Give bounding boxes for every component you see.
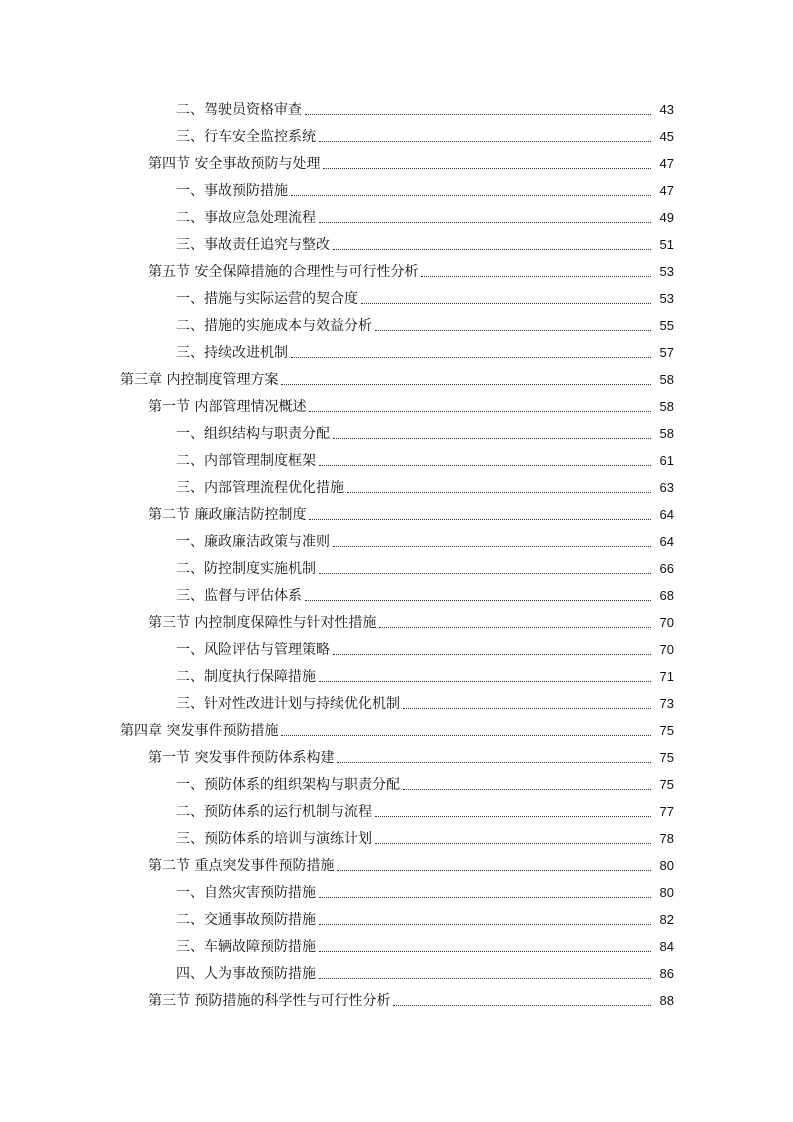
dot-leader [305,586,651,601]
dot-leader [281,721,651,736]
dot-leader [319,127,651,142]
toc-entry-label: 第四节 安全事故预防与处理 [148,155,321,172]
toc-entry-page-number: 43 [659,101,674,117]
dot-leader [375,316,651,331]
dot-leader [393,991,651,1006]
dot-leader [309,397,651,412]
toc-entry[interactable] [0,717,793,744]
toc-entry[interactable] [0,420,793,447]
toc-entry[interactable] [0,771,793,798]
toc-entry-page-number: 58 [659,398,674,414]
toc-entry-page-number: 61 [659,452,674,468]
toc-entry-label: 三、行车安全监控系统 [176,128,316,145]
dot-leader [291,343,651,358]
toc-entry-label: 第二节 廉政廉洁防控制度 [148,506,307,523]
toc-entry[interactable] [0,231,793,258]
toc-entry-label: 二、制度执行保障措施 [176,668,316,685]
toc-entry-page-number: 57 [659,344,674,360]
toc-entry[interactable] [0,150,793,177]
dot-leader [319,451,651,466]
toc-entry-label: 二、交通事故预防措施 [176,911,316,928]
toc-entry[interactable] [0,474,793,501]
toc-entry-label: 一、组织结构与职责分配 [176,425,330,442]
dot-leader [319,964,651,979]
toc-entry[interactable] [0,879,793,906]
toc-entry-page-number: 88 [659,992,674,1008]
toc-entry[interactable] [0,609,793,636]
dot-leader [403,775,651,790]
toc-entry-label: 第四章 突发事件预防措施 [120,722,279,739]
dot-leader [375,829,651,844]
toc-entry-label: 第三章 内控制度管理方案 [120,371,279,388]
dot-leader [281,370,651,385]
toc-entry-page-number: 58 [659,371,674,387]
dot-leader [361,289,651,304]
dot-leader [291,181,651,196]
toc-entry[interactable] [0,960,793,987]
dot-leader [305,100,651,115]
toc-entry-label: 第五节 安全保障措施的合理性与可行性分析 [148,263,419,280]
dot-leader [319,559,651,574]
toc-entry[interactable] [0,933,793,960]
toc-entry-label: 第二节 重点突发事件预防措施 [148,857,335,874]
toc-entry-page-number: 77 [659,803,674,819]
toc-entry-page-number: 47 [659,182,674,198]
toc-entry-page-number: 78 [659,830,674,846]
toc-entry-label: 二、事故应急处理流程 [176,209,316,226]
toc-entry[interactable] [0,339,793,366]
toc-entry-page-number: 71 [659,668,674,684]
toc-entry[interactable] [0,636,793,663]
dot-leader [319,667,651,682]
toc-entry[interactable] [0,366,793,393]
toc-entry[interactable] [0,906,793,933]
toc-entry-label: 二、内部管理制度框架 [176,452,316,469]
toc-entry[interactable] [0,312,793,339]
toc-entry-label: 二、预防体系的运行机制与流程 [176,803,372,820]
dot-leader [421,262,651,277]
dot-leader [375,802,651,817]
toc-entry[interactable] [0,987,793,1014]
toc-entry-page-number: 45 [659,128,674,144]
toc-entry-label: 三、监督与评估体系 [176,587,302,604]
toc-entry-label: 一、自然灾害预防措施 [176,884,316,901]
toc-entry-page-number: 80 [659,857,674,873]
toc-entry-label: 三、针对性改进计划与持续优化机制 [176,695,400,712]
toc-entry-page-number: 84 [659,938,674,954]
dot-leader [319,937,651,952]
toc-entry[interactable] [0,447,793,474]
toc-entry-page-number: 70 [659,641,674,657]
toc-entry-label: 二、驾驶员资格审查 [176,101,302,118]
toc-entry-page-number: 80 [659,884,674,900]
toc-entry[interactable] [0,852,793,879]
dot-leader [333,424,651,439]
toc-entry[interactable] [0,690,793,717]
toc-entry-label: 三、事故责任追究与整改 [176,236,330,253]
toc-entry-page-number: 82 [659,911,674,927]
dot-leader [333,532,651,547]
dot-leader [323,154,651,169]
toc-entry-label: 第三节 预防措施的科学性与可行性分析 [148,992,391,1009]
toc-entry[interactable] [0,285,793,312]
toc-entry-page-number: 75 [659,776,674,792]
dot-leader [347,478,651,493]
toc-entry[interactable] [0,798,793,825]
dot-leader [333,640,651,655]
toc-entry-label: 一、措施与实际运营的契合度 [176,290,358,307]
dot-leader [333,235,651,250]
toc-entry-page-number: 49 [659,209,674,225]
toc-entry-label: 一、事故预防措施 [176,182,288,199]
toc-entry-label: 三、车辆故障预防措施 [176,938,316,955]
toc-entry-label: 第一节 内部管理情况概述 [148,398,307,415]
toc-entry[interactable] [0,582,793,609]
toc-entry-page-number: 64 [659,506,674,522]
toc-entry[interactable] [0,825,793,852]
toc-entry-label: 第一节 突发事件预防体系构建 [148,749,335,766]
dot-leader [337,856,651,871]
toc-entry-label: 三、内部管理流程优化措施 [176,479,344,496]
toc-entry-page-number: 47 [659,155,674,171]
dot-leader [319,883,651,898]
toc-entry[interactable] [0,204,793,231]
toc-entry[interactable] [0,258,793,285]
toc-entry[interactable] [0,123,793,150]
toc-entry-label: 二、措施的实施成本与效益分析 [176,317,372,334]
toc-entry-label: 二、防控制度实施机制 [176,560,316,577]
toc-entry[interactable] [0,528,793,555]
dot-leader [319,910,651,925]
dot-leader [403,694,651,709]
toc-entry[interactable] [0,555,793,582]
toc-entry-page-number: 75 [659,749,674,765]
toc-entry[interactable] [0,96,793,123]
toc-entry-page-number: 53 [659,290,674,306]
toc-entry-page-number: 64 [659,533,674,549]
toc-entry-label: 四、人为事故预防措施 [176,965,316,982]
toc-entry-label: 三、持续改进机制 [176,344,288,361]
toc-entry-page-number: 53 [659,263,674,279]
toc-entry[interactable] [0,744,793,771]
toc-entry-label: 三、预防体系的培训与演练计划 [176,830,372,847]
toc-entry-page-number: 58 [659,425,674,441]
toc-entry-page-number: 86 [659,965,674,981]
toc-entry[interactable] [0,177,793,204]
toc-entry-page-number: 73 [659,695,674,711]
toc-entry-page-number: 51 [659,236,674,252]
table-of-contents [0,96,793,1014]
toc-entry-page-number: 68 [659,587,674,603]
dot-leader [309,505,651,520]
toc-entry-page-number: 66 [659,560,674,576]
toc-entry-page-number: 55 [659,317,674,333]
toc-entry-page-number: 75 [659,722,674,738]
dot-leader [379,613,651,628]
toc-entry-label: 一、预防体系的组织架构与职责分配 [176,776,400,793]
toc-entry[interactable] [0,663,793,690]
toc-entry-label: 一、风险评估与管理策略 [176,641,330,658]
dot-leader [337,748,651,763]
toc-entry-label: 一、廉政廉洁政策与准则 [176,533,330,550]
dot-leader [319,208,651,223]
toc-entry[interactable] [0,501,793,528]
toc-entry-label: 第三节 内控制度保障性与针对性措施 [148,614,377,631]
toc-entry-page-number: 63 [659,479,674,495]
toc-entry[interactable] [0,393,793,420]
toc-entry-page-number: 70 [659,614,674,630]
